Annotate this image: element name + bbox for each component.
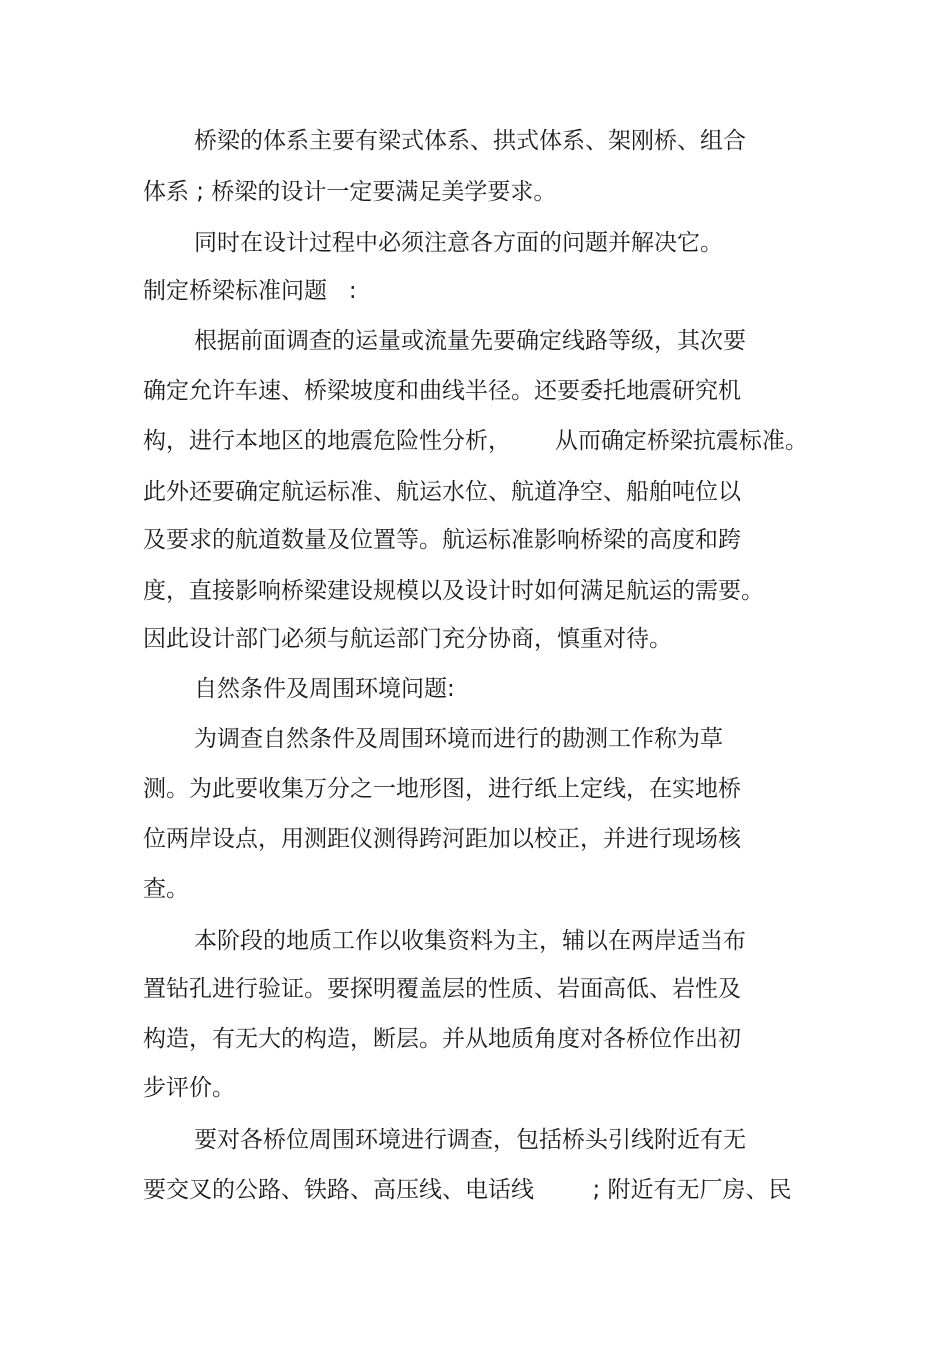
text-line-18: 置钻孔进行验证。要探明覆盖层的性质、岩面高低、岩性及 — [143, 976, 741, 1002]
text-line-6: 确定允许车速、桥梁坡度和曲线半径。还要委托地震研究机 — [143, 378, 741, 404]
text-line-13: 为调查自然条件及周围环境而进行的勘测工作称为草 — [194, 726, 723, 752]
text-line-3: 同时在设计过程中必须注意各方面的问题并解决它。 — [194, 230, 723, 256]
text-line-4: 制定桥梁标准问题 : — [143, 278, 357, 304]
text-line-17: 本阶段的地质工作以收集资料为主，辅以在两岸适当布 — [194, 928, 746, 954]
text-line-14: 测。为此要收集万分之一地形图，进行纸上定线，在实地桥 — [143, 776, 741, 802]
text-line-1: 桥梁的体系主要有梁式体系、拱式体系、架刚桥、组合 — [194, 128, 746, 154]
text-line-15: 位两岸设点，用测距仪测得跨河距加以校正，并进行现场核 — [143, 826, 741, 852]
text-line-21: 要对各桥位周围环境进行调查，包括桥头引线附近有无 — [194, 1127, 746, 1153]
text-line-11: 因此设计部门必须与航运部门充分协商，慎重对待。 — [143, 626, 672, 652]
text-line-16: 查。 — [143, 876, 189, 902]
text-line-12: 自然条件及周围环境问题: — [194, 676, 455, 702]
text-line-5: 根据前面调查的运量或流量先要确定线路等级，其次要 — [194, 328, 746, 354]
text-line-7: 构，进行本地区的地震危险性分析， 从而确定桥梁抗震标准。 — [143, 428, 808, 454]
text-line-19: 构造，有无大的构造，断层。并从地质角度对各桥位作出初 — [143, 1026, 741, 1052]
text-line-2: 体系 ; 桥梁的设计一定要满足美学要求。 — [143, 179, 557, 205]
text-line-9: 及要求的航道数量及位置等。航运标准影响桥梁的高度和跨 — [143, 527, 741, 553]
text-line-22: 要交叉的公路、铁路、高压线、电话线 ; 附近有无厂房、民 — [143, 1177, 792, 1203]
text-line-10: 度，直接影响桥梁建设规模以及设计时如何满足航运的需要。 — [143, 578, 764, 604]
text-line-8: 此外还要确定航运标准、航运水位、航道净空、船舶吨位以 — [143, 479, 741, 505]
text-line-20: 步评价。 — [143, 1075, 235, 1101]
